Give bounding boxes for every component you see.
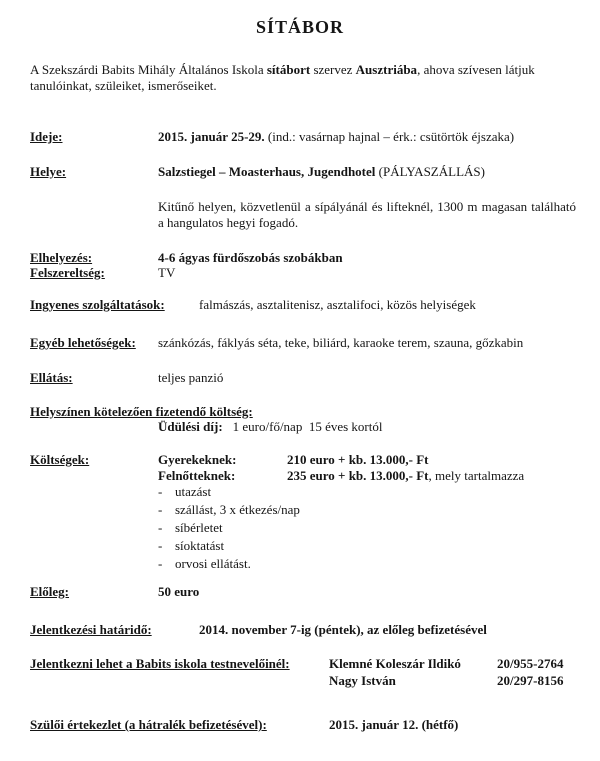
hatarido-value: 2014. november 7-ig (péntek), az előleg befizetésével xyxy=(199,622,487,637)
eloleg-label: Előleg: xyxy=(30,584,69,599)
szuloi-value: 2015. január 12. (hétfő) xyxy=(329,717,459,732)
ingyenes-value: falmászás, asztalitenisz, asztalifoci, közös helyiségek xyxy=(199,297,476,312)
list-item: - utazást xyxy=(158,483,300,501)
helye-place: Salzstiegel – Moasterhaus, Jugendhotel xyxy=(158,164,376,179)
list-item: - orvosi ellátást. xyxy=(158,555,300,573)
ideje-value xyxy=(158,129,514,145)
ideje-label: Ideje: xyxy=(30,129,63,144)
ingyenes-label: Ingyenes szolgáltatások: xyxy=(30,297,165,312)
felnott-label: Felnőtteknek: xyxy=(158,468,236,483)
intro-bold-1: sítábort xyxy=(266,62,311,77)
ellatas-label: Ellátás: xyxy=(30,370,73,385)
helye-label: Helye: xyxy=(30,164,67,179)
list-item: - szállást, 3 x étkezés/nap xyxy=(158,501,300,519)
udulesi-row xyxy=(158,419,382,435)
intro-paragraph xyxy=(30,62,575,94)
contact-phone: 20/297-8156 xyxy=(497,673,564,688)
elhelyezes-label: Elhelyezés: xyxy=(30,250,93,265)
gyerek-value: 210 euro + kb. 13.000,- Ft xyxy=(287,452,429,467)
helye-description: Kitűnő helyen, közvetlenül a sípályánál és lifteknél, 1300 m magasan található a hangulatos hegyi fogadó. xyxy=(158,199,576,230)
udulesi-value: 1 euro/fő/nap 15 éves kortól xyxy=(232,419,383,434)
helyszinen-label: Helyszínen kötelezően fizetendő költség: xyxy=(30,404,253,419)
ellatas-value: teljes panzió xyxy=(158,370,224,385)
contact-name: Klemné Koleszár Ildikó xyxy=(329,656,461,671)
elhelyezes-value: 4-6 ágyas fürdőszobás szobákban xyxy=(158,250,343,265)
jelentkezni-label: Jelentkezni lehet a Babits iskola testnevelőinél: xyxy=(30,656,290,671)
felszereltseg-value: TV xyxy=(158,265,176,280)
felnott-value-row xyxy=(287,468,524,484)
felszereltseg-label: Felszereltség: xyxy=(30,265,105,280)
intro-text-1: A Szekszárdi Babits Mihály Általános Iskola xyxy=(30,62,267,77)
koltsegek-label: Költségek: xyxy=(30,452,90,467)
intro-bold-2: Ausztriába xyxy=(355,62,418,77)
gyerek-label: Gyerekeknek: xyxy=(158,452,237,467)
ideje-details: (ind.: vasárnap hajnal – érk.: csütörtök éjszaka) xyxy=(264,129,515,144)
intro-text-3: , ahova szívesen látjuk tanulóinkat, szüleiket, ismerőseiket. xyxy=(30,62,535,93)
intro-text-2: szervez xyxy=(310,62,356,77)
list-item: - síoktatást xyxy=(158,537,300,555)
helye-note: (PÁLYASZÁLLÁS) xyxy=(375,164,485,179)
includes-list xyxy=(158,483,300,573)
egyeb-label: Egyéb lehetőségek: xyxy=(30,335,136,350)
udulesi-label: Üdülési díj: xyxy=(158,419,223,434)
felnott-value: 235 euro + kb. 13.000,- Ft xyxy=(287,468,429,483)
szuloi-label: Szülői értekezlet (a hátralék befizetésével): xyxy=(30,717,267,732)
hatarido-label: Jelentkezési határidő: xyxy=(30,622,152,637)
contact-name: Nagy István xyxy=(329,673,396,688)
egyeb-value: szánkózás, fáklyás séta, teke, biliárd, karaoke terem, szauna, gőzkabin xyxy=(158,335,524,350)
felnott-includes-note: , mely tartalmazza xyxy=(428,468,525,483)
page-title: SÍTÁBOR xyxy=(255,17,345,37)
list-item: - síbérletet xyxy=(158,519,300,537)
ideje-date: 2015. január 25-29. xyxy=(158,129,265,144)
helye-value xyxy=(158,164,485,180)
contact-phone: 20/955-2764 xyxy=(497,656,564,671)
eloleg-value: 50 euro xyxy=(158,584,200,599)
